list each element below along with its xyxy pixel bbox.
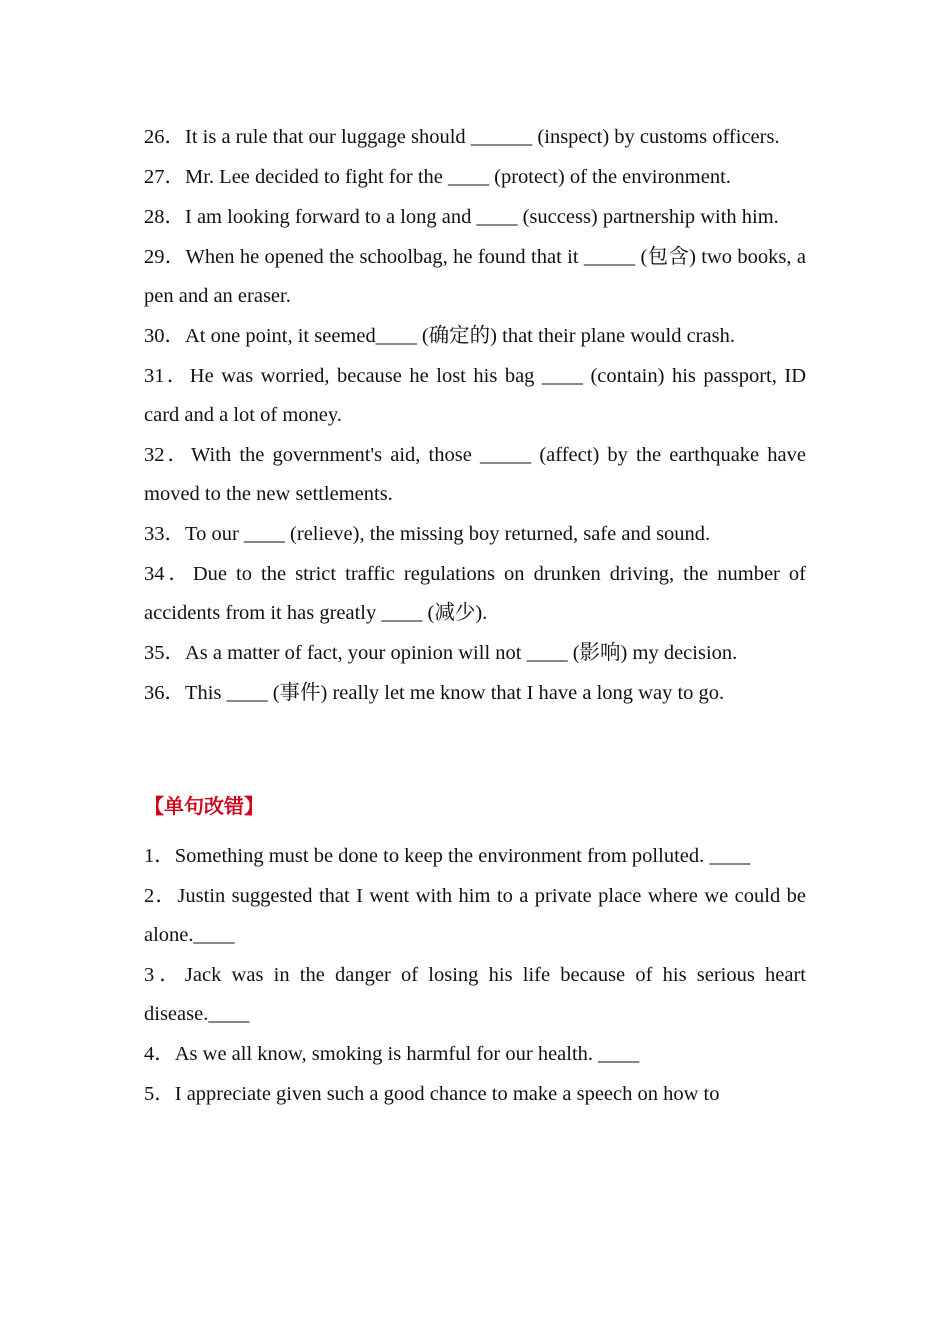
question-number: 27． [144,166,185,188]
question-number: 2． [144,885,178,907]
question-27 [144,158,806,197]
correction-question-2 [144,877,806,955]
question-number: 4． [144,1043,175,1065]
section-title: 【单句改错】 [144,794,264,818]
question-32 [144,436,806,514]
question-number: 34． [144,563,193,585]
question-31 [144,357,806,435]
question-text: It is a rule that our luggage should ______ (inspect) by customs officers. [185,126,780,148]
question-33 [144,515,806,554]
question-text: Mr. Lee decided to fight for the ____ (protect) of the environment. [185,166,731,188]
question-text: Something must be done to keep the environment from polluted. ____ [174,845,751,867]
question-28 [144,198,806,237]
question-text: As we all know, smoking is harmful for our health. ____ [174,1043,640,1065]
question-number: 36． [144,682,185,704]
question-text: I am looking forward to a long and ____ (success) partnership with him. [185,206,779,228]
question-text: This ____ (事件) really let me know that I have a long way to go. [185,682,725,704]
question-text: He was worried, because he lost his bag ____ (contain) his passport, ID card and a lot of money. [144,365,806,426]
question-number: 30． [144,325,185,347]
question-text: When he opened the schoolbag, he found that it _____ (包含) two books, a pen and an eraser. [144,246,807,307]
correction-question-3 [144,956,806,1034]
question-number: 31． [144,365,190,387]
question-number: 3． [144,964,185,986]
correction-question-1 [144,837,806,876]
question-number: 35． [144,642,185,664]
fill-in-section [144,118,806,713]
question-number: 29． [144,246,186,268]
question-number: 28． [144,206,185,228]
worksheet-page [144,118,806,1115]
question-text: Jack was in the danger of losing his life because of his serious heart disease.____ [144,964,807,1025]
correction-question-5 [144,1075,806,1114]
question-number: 1． [144,845,175,867]
question-number: 26． [144,126,185,148]
question-29 [144,238,806,316]
section-spacer [144,714,806,786]
correction-question-4 [144,1035,806,1074]
question-35 [144,634,806,673]
question-36 [144,674,806,713]
question-text: I appreciate given such a good chance to make a speech on how to [174,1083,720,1105]
question-34 [144,555,806,633]
question-30 [144,317,806,356]
question-number: 32． [144,444,192,466]
question-text: Justin suggested that I went with him to a private place where we could be alone.____ [144,885,806,946]
error-correction-section [144,837,806,1114]
question-26 [144,118,806,157]
question-number: 5． [144,1083,175,1105]
question-text: At one point, it seemed____ (确定的) that their plane would crash. [185,325,735,347]
question-text: As a matter of fact, your opinion will not ____ (影响) my decision. [185,642,738,664]
question-number: 33． [144,523,185,545]
question-text: Due to the strict traffic regulations on drunken driving, the number of accidents from it has greatly ____ (减少). [144,563,807,624]
question-text: With the government's aid, those _____ (affect) by the earthquake have moved to the new settlements. [144,444,806,505]
question-text: To our ____ (relieve), the missing boy returned, safe and sound. [185,523,711,545]
